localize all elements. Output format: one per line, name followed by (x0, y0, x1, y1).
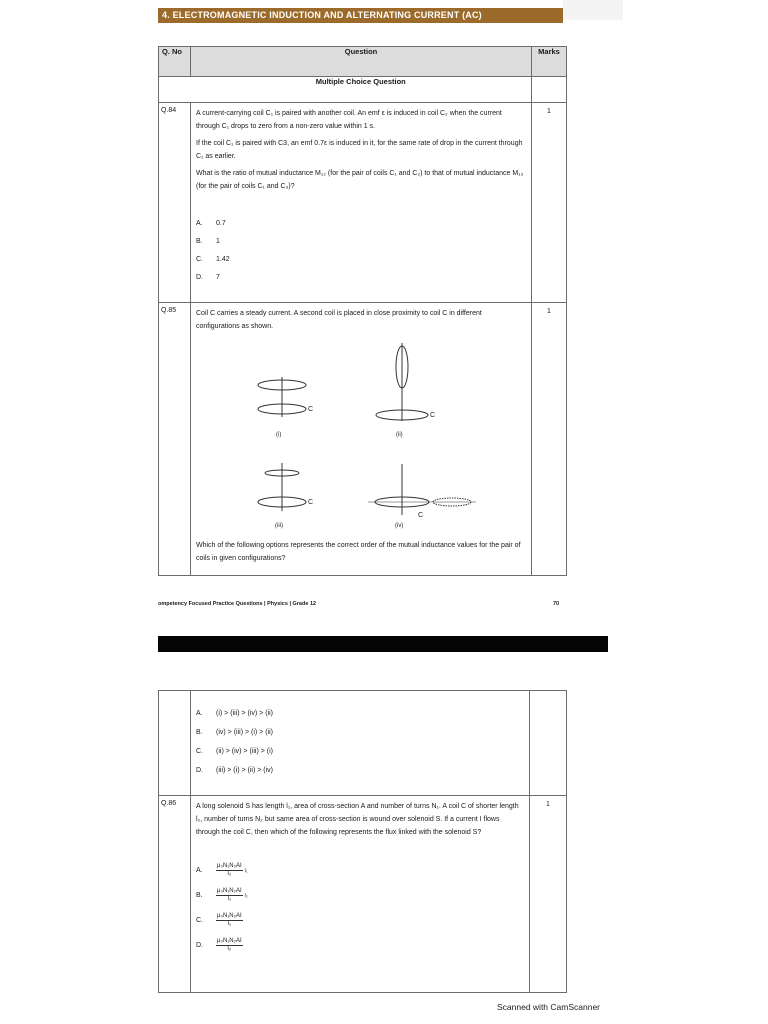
option-a[interactable]: A. $\frac{\text{μ₀N₁N₂AI}}{\text{l₂}}$ l₁ (196, 863, 248, 877)
option-b[interactable]: B. (iv) > (iii) > (i) > (ii) (196, 729, 273, 736)
question-row-q85 (159, 303, 567, 576)
option-c[interactable]: C. (ii) > (iv) > (iii) > (i) (196, 748, 273, 755)
question-number: Q.84 (159, 103, 191, 303)
section-row (159, 77, 567, 103)
question-number: Q.86 (159, 796, 191, 993)
fraction: $\frac{\text{μ₀N₁N₂AI}}{\text{l₁}}$ (217, 913, 242, 927)
question-text: What is the ratio of mutual inductance M₁₂ (for the pair of coils C₁ and C₂) to that of mutual inductance M₁₃ (for the pair of coils C₁ and C₃)? (196, 170, 524, 190)
options-list (196, 217, 526, 289)
fraction: $\frac{\text{μ₀N₁N₂AI}}{\text{l₂}}$ (217, 863, 242, 877)
option-a[interactable]: A. (i) > (iii) > (iv) > (ii) (196, 710, 273, 717)
question-row-q86 (159, 796, 567, 993)
question-marks: 1 (532, 103, 567, 303)
options-list (196, 707, 524, 783)
question-table-page-2 (158, 690, 567, 993)
coil-c-label: C (308, 406, 314, 413)
scanner-watermark: Scanned with CamScanner (497, 1002, 601, 1012)
coil-c-label: C (418, 512, 424, 519)
question-body (191, 796, 530, 993)
config-label: (ii) (396, 432, 403, 438)
page-separator-bar (158, 636, 608, 652)
question-table-page-1 (158, 46, 567, 576)
table-header-row (159, 47, 567, 77)
question-row-q85-continued (159, 691, 567, 796)
scan-shadow (563, 0, 623, 20)
fraction: $\frac{\text{μ₀N₁N₂AI}}{\text{l₂}}$ (217, 938, 242, 952)
coil-diagram (196, 339, 526, 529)
config-label: (iv) (395, 523, 404, 529)
fraction: $\frac{\text{μ₀N₁N₂AI}}{\text{l₁}}$ (217, 888, 242, 902)
question-text: Which of the following options represents the correct order of the mutual inductance values for the pair of coils in given configurations? (196, 542, 521, 562)
coil-c-label: C (430, 412, 436, 419)
question-marks: 1 (530, 796, 567, 993)
option-d[interactable]: D. $\frac{\text{μ₀N₁N₂AI}}{\text{l₂}}$ (196, 938, 242, 952)
question-text: A current-carrying coil C₁ is paired with another coil. An emf ε is induced in coil C₂ when the current through C₁ drops to zero from a non-zero value within 1 s. (196, 110, 502, 130)
section-title: Multiple Choice Question (191, 77, 532, 103)
question-row-q84 (159, 103, 567, 303)
question-marks: 1 (532, 303, 567, 576)
chapter-title-banner: 4. ELECTROMAGNETIC INDUCTION AND ALTERNATING CURRENT (AC) (158, 8, 563, 23)
config-label: (i) (276, 432, 282, 438)
config-label: (iii) (275, 523, 283, 529)
question-text: Coil C carries a steady current. A second coil is placed in close proximity to coil C in different configurations as shown. (196, 310, 482, 330)
question-text: A long solenoid S has length l₁, area of cross-section A and number of turns N₁. A coil C of shorter length l₂, number of turns N₂ but same area of cross-section is wound over solenoid S. If a current I flows through the coil C, then which of the following represents the flux linked with the solenoid S? (196, 803, 519, 836)
question-body (191, 303, 532, 576)
option-a[interactable]: A. 0.7 (196, 220, 226, 227)
question-number: Q.85 (159, 303, 191, 576)
option-d[interactable]: D. 7 (196, 274, 220, 281)
header-question: Question (191, 47, 532, 77)
question-body (191, 103, 532, 303)
page-footer-title: ompetency Focused Practice Questions | Physics | Grade 12 (158, 601, 317, 607)
page-number: 70 (553, 601, 560, 607)
option-d[interactable]: D. (iii) > (i) > (ii) > (iv) (196, 767, 273, 774)
question-text: If the coil C₁ is paired with C3, an emf 0.7ε is induced in it, for the same rate of drop in the current through C₁ as earlier. (196, 140, 523, 160)
option-c[interactable]: C. $\frac{\text{μ₀N₁N₂AI}}{\text{l₁}}$ (196, 913, 242, 927)
options-list (196, 853, 524, 953)
coil-c-label: C (308, 499, 314, 506)
header-qno: Q. No (159, 47, 191, 77)
question-body (191, 691, 530, 796)
option-c[interactable]: C. 1.42 (196, 256, 230, 263)
option-b[interactable]: B. 1 (196, 238, 220, 245)
option-b[interactable]: B. $\frac{\text{μ₀N₁N₂AI}}{\text{l₁}}$ l₂ (196, 888, 248, 902)
coil-configurations-figure (196, 339, 526, 539)
header-marks: Marks (532, 47, 567, 77)
